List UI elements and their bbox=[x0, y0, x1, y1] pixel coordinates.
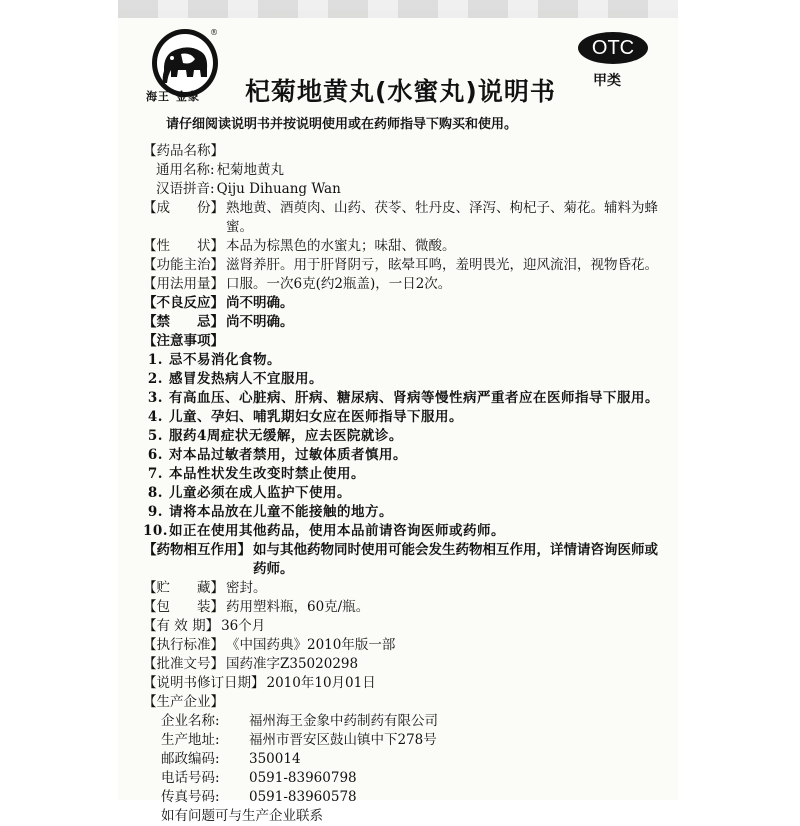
otc-badge: OTC bbox=[578, 32, 648, 64]
storage-row: 【贮 藏】 密封。 bbox=[143, 580, 267, 596]
list-item: 6. 对本品过敏者禁用，过敏体质者慎用。 bbox=[147, 447, 407, 463]
postcode-row: 邮政编码: 350014 bbox=[161, 751, 301, 767]
usage-notice: 请仔细阅读说明书并按说明使用或在药师指导下购买和使用。 bbox=[166, 117, 518, 132]
list-item: 4. 儿童、孕妇、哺乳期妇女应在医师指导下服用。 bbox=[147, 409, 463, 425]
precautions-list bbox=[143, 351, 663, 541]
manufacturer-details bbox=[143, 712, 663, 826]
dosage-row: 【用法用量】 口服。一次6克(约2瓶盖)，一日2次。 bbox=[143, 276, 452, 292]
list-item: 9. 请将本品放在儿童不能接触的地方。 bbox=[147, 504, 393, 520]
otc-class-label: 甲类 bbox=[593, 73, 621, 89]
adverse-row: 【不良反应】 尚不明确。 bbox=[143, 295, 294, 311]
interactions-row: 【药物相互作用】 如与其他药物同时使用可能会发生药物相互作用，详情请咨询医师或药师。 bbox=[143, 542, 658, 577]
list-item: 10. 如正在使用其他药品，使用本品前请咨询医师或药师。 bbox=[143, 523, 505, 539]
validity-row: 【有 效 期】 36个月 bbox=[143, 618, 266, 634]
contact-note: 如有问题可与生产企业联系 bbox=[161, 808, 323, 824]
company-name-row: 企业名称: 福州海王金象中药制药有限公司 bbox=[161, 713, 438, 729]
pinyin-row: 汉语拼音: Qiju Dihuang Wan bbox=[156, 181, 341, 197]
leaflet-content bbox=[143, 142, 663, 826]
precautions-heading: 【注意事项】 bbox=[143, 333, 224, 349]
approval-row: 【批准文号】 国药准字Z35020298 bbox=[143, 656, 359, 672]
leaflet-title: 杞菊地黄丸(水蜜丸)说明书 bbox=[245, 77, 556, 106]
svg-text:®: ® bbox=[210, 28, 218, 37]
company-address-row: 生产地址: 福州市晋安区鼓山镇中下278号 bbox=[161, 732, 437, 748]
list-item: 2. 感冒发热病人不宜服用。 bbox=[147, 371, 323, 387]
manufacturer-heading: 【生产企业】 bbox=[143, 694, 224, 710]
contraindications-row: 【禁 忌】 尚不明确。 bbox=[143, 314, 294, 330]
list-item: 1. 忌不易消化食物。 bbox=[147, 352, 281, 368]
revision-row: 【说明书修订日期】 2010年10月01日 bbox=[143, 675, 376, 691]
scan-top-band bbox=[118, 0, 678, 18]
package-row: 【包 装】 药用塑料瓶，60克/瓶。 bbox=[143, 599, 370, 615]
properties-row: 【性 状】 本品为棕黑色的水蜜丸；味甜、微酸。 bbox=[143, 238, 456, 254]
standard-row: 【执行标准】 《中国药典》2010年版一部 bbox=[143, 637, 396, 653]
list-item: 3. 有高血压、心脏病、肝病、糖尿病、肾病等慢性病严重者应在医师指导下服用。 bbox=[147, 390, 659, 406]
fax-row: 传真号码: 0591-83960578 bbox=[161, 789, 357, 805]
indications-row: 【功能主治】 滋肾养肝。用于肝肾阴亏，眩晕耳鸣，羞明畏光，迎风流泪，视物昏花。 bbox=[143, 257, 658, 273]
brand-name: 海王 金象 bbox=[146, 90, 200, 103]
ingredients-row: 【成 份】 熟地黄、酒萸肉、山药、茯苓、牡丹皮、泽泻、枸杞子、菊花。辅料为蜂蜜。 bbox=[143, 200, 658, 235]
list-item: 8. 儿童必须在成人监护下使用。 bbox=[147, 485, 351, 501]
phone-row: 电话号码: 0591-83960798 bbox=[161, 770, 357, 786]
common-name-row: 通用名称: 杞菊地黄丸 bbox=[156, 162, 285, 178]
drug-name-heading: 【药品名称】 bbox=[143, 143, 224, 159]
list-item: 5. 服药4周症状无缓解，应去医院就诊。 bbox=[147, 428, 403, 444]
list-item: 7. 本品性状发生改变时禁止使用。 bbox=[147, 466, 365, 482]
